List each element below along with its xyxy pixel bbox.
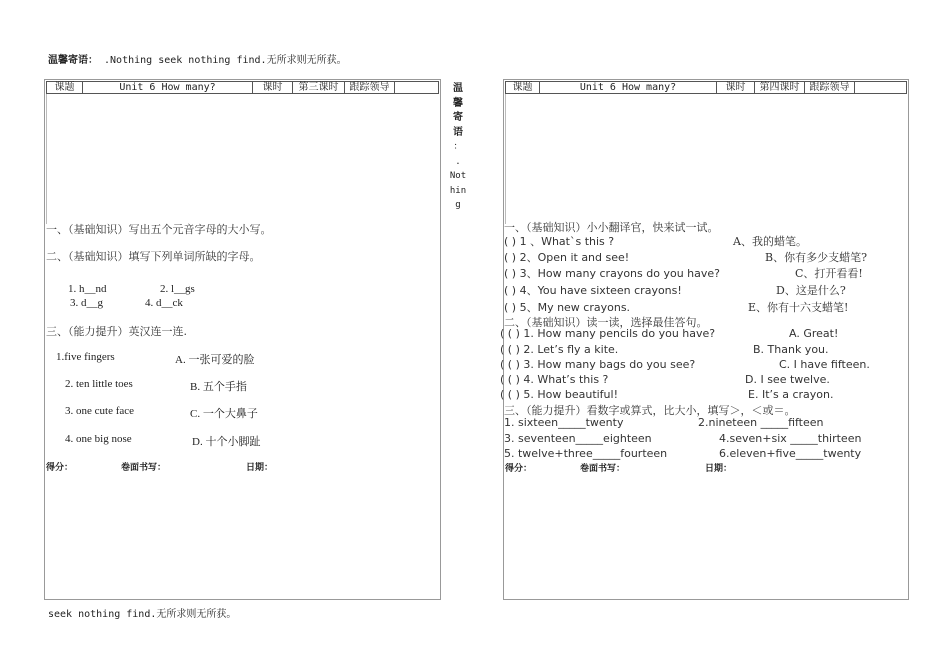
bottom-motto: seek nothing find.无所求则无所获。 — [48, 609, 237, 620]
left-lesson-label: 课题 — [47, 82, 83, 93]
answer-a-2: B. Thank you. — [753, 343, 829, 356]
vertical-char-2: 馨 — [453, 97, 463, 109]
translate-en-3: ( ) 3、How many crayons do you have? — [504, 267, 720, 280]
left-period-value: 第三课时 — [293, 82, 345, 93]
left-worksheet — [44, 79, 441, 600]
right-score-label: 得分： — [505, 464, 533, 474]
compare-6: 6.eleven+five_____twenty — [719, 447, 862, 460]
left-guide-label: 跟踪领导 — [345, 82, 395, 93]
match-zh-1: A. 一张可爱的脸 — [175, 354, 255, 366]
motto-text: .Nothing seek nothing find.无所求则无所获。 — [98, 55, 347, 66]
left-section-2: 二、（基础知识）填写下列单词所缺的字母。 — [46, 250, 261, 263]
right-header-empty — [855, 82, 906, 93]
right-section-1: 一、（基础知识）小小翻译官，快来试一试。 — [504, 221, 719, 234]
vertical-char-8: hin — [449, 185, 467, 196]
right-date-label: 日期： — [705, 464, 733, 474]
translate-en-5: ( ) 5、My new crayons. — [504, 301, 631, 314]
right-period-label: 课时 — [717, 82, 755, 93]
right-period-value: 第四课时 — [755, 82, 805, 93]
match-en-1: 1.five fingers — [56, 351, 115, 363]
translate-zh-4: D、这是什么? — [776, 284, 846, 297]
compare-2: 2.nineteen _____fifteen — [698, 416, 824, 429]
answer-q-2: ( ( ) 2. Let’s fly a kite. — [500, 343, 619, 356]
translate-zh-5: E、你有十六支蜡笔! — [748, 301, 849, 314]
compare-1: 1. sixteen_____twenty — [504, 416, 624, 429]
match-en-2: 2. ten little toes — [65, 378, 133, 390]
vertical-char-1: 温 — [453, 83, 463, 94]
left-lesson-title: Unit 6 How many? — [83, 82, 253, 93]
blank-3: 3. d__g — [70, 297, 103, 309]
answer-a-3: C. I have fifteen. — [779, 358, 870, 371]
right-lesson-label: 课题 — [506, 82, 540, 93]
left-section-3: 三、（能力提升）英汉连一连. — [46, 325, 187, 338]
vertical-char-3: 寄 — [453, 112, 463, 123]
left-date-label: 日期： — [246, 463, 274, 473]
left-period-label: 课时 — [253, 82, 293, 93]
left-header-empty — [395, 82, 438, 93]
left-header-table — [46, 81, 439, 94]
translate-zh-2: B、你有多少支蜡笔? — [765, 251, 867, 264]
compare-3: 3. seventeen_____eighteen — [504, 432, 652, 445]
right-section-2: 二、（基础知识）读一读，选择最佳答句。 — [504, 316, 708, 329]
match-zh-2: B. 五个手指 — [190, 381, 247, 393]
blank-2: 2. l__gs — [160, 283, 195, 295]
right-guide-label: 跟踪领导 — [805, 82, 855, 93]
answer-q-4: ( ( ) 4. What’s this ? — [500, 373, 609, 386]
answer-a-1: A. Great! — [789, 327, 839, 340]
right-header-table — [505, 81, 907, 94]
left-writing-label: 卷面书写： — [121, 463, 167, 473]
compare-5: 5. twelve+three_____fourteen — [504, 447, 668, 460]
translate-en-2: ( ) 2、Open it and see! — [504, 251, 630, 264]
vertical-char-6: . — [455, 156, 461, 167]
right-margin-line — [505, 94, 506, 224]
translate-en-4: ( ) 4、You have sixteen crayons! — [504, 284, 682, 297]
translate-zh-1: A、我的蜡笔。 — [733, 235, 807, 248]
answer-a-5: E. It’s a crayon. — [748, 388, 834, 401]
vertical-char-5: ： — [453, 142, 463, 152]
left-score-label: 得分： — [46, 463, 74, 473]
right-section-3: 三、（能力提升）看数字或算式，比大小，填写＞，＜或＝。 — [504, 404, 796, 417]
left-section-1: 一、（基础知识）写出五个元音字母的大小写。 — [46, 223, 272, 236]
motto-label: 温馨寄语： — [48, 55, 98, 66]
top-motto — [48, 51, 347, 66]
translate-zh-3: C、打开看看! — [795, 267, 863, 280]
right-lesson-title: Unit 6 How many? — [540, 82, 717, 93]
answer-a-4: D. I see twelve. — [745, 373, 830, 386]
answer-q-1: ( ( ) 1. How many pencils do you have? — [500, 327, 716, 340]
vertical-char-7: Not — [449, 171, 467, 181]
answer-q-5: ( ( ) 5. How beautiful! — [500, 388, 618, 401]
match-zh-3: C. 一个大鼻子 — [190, 408, 258, 420]
blank-1: 1. h__nd — [68, 283, 107, 295]
translate-en-1: ( ) 1 、What`s this ? — [504, 235, 615, 248]
match-en-3: 3. one cute face — [65, 405, 135, 417]
vertical-char-9: g — [455, 200, 461, 210]
vertical-motto — [448, 82, 468, 213]
match-en-4: 4. one big nose — [65, 433, 132, 445]
right-writing-label: 卷面书写： — [580, 464, 626, 474]
blank-4: 4. d__ck — [145, 297, 183, 309]
answer-q-3: ( ( ) 3. How many bags do you see? — [500, 358, 696, 371]
left-margin-line — [46, 94, 47, 224]
vertical-char-4: 语 — [453, 126, 463, 138]
compare-4: 4.seven+six _____thirteen — [719, 432, 862, 445]
match-zh-4: D. 十个小脚趾 — [192, 436, 261, 448]
